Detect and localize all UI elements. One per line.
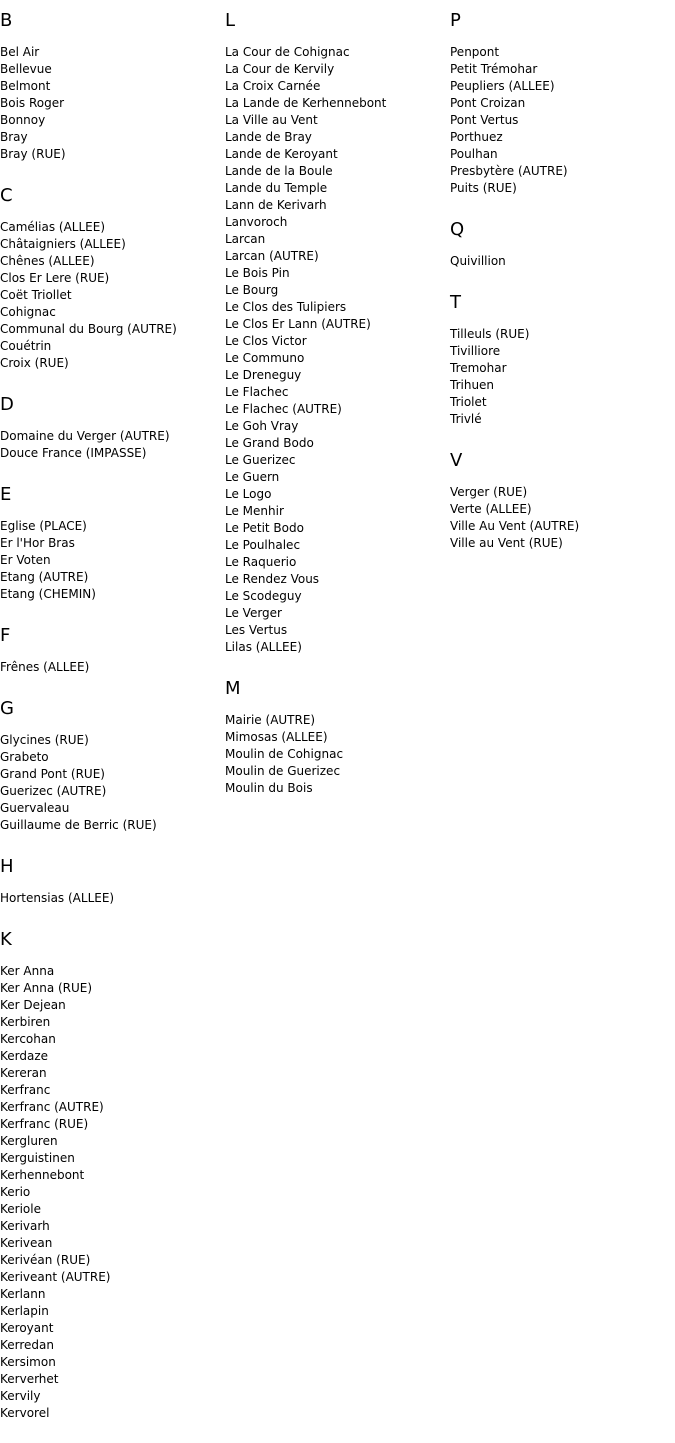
street-list bbox=[450, 326, 670, 428]
street-link[interactable]: Kerguistinen bbox=[0, 1151, 75, 1165]
street-link[interactable]: Communal du Bourg (AUTRE) bbox=[0, 322, 177, 336]
letter-heading: L bbox=[225, 10, 236, 31]
street-link[interactable]: Lilas (ALLEE) bbox=[225, 640, 302, 654]
street-link[interactable]: Lande de Keroyant bbox=[225, 147, 338, 161]
letter-heading: K bbox=[0, 929, 12, 950]
street-link[interactable]: Kerfranc bbox=[0, 1083, 51, 1097]
letter-group-m bbox=[225, 677, 445, 797]
street-link[interactable]: Kervorel bbox=[0, 1406, 50, 1420]
street-link[interactable]: Trihuen bbox=[450, 378, 495, 392]
letter-group-q bbox=[450, 218, 670, 270]
street-link[interactable]: Tilleuls (RUE) bbox=[450, 327, 530, 341]
street-link[interactable]: Eglise (PLACE) bbox=[0, 519, 87, 533]
street-link[interactable]: Mairie (AUTRE) bbox=[225, 713, 316, 727]
letter-group-b bbox=[0, 9, 220, 163]
street-list bbox=[0, 890, 220, 907]
street-link[interactable]: Tivilliore bbox=[450, 344, 501, 358]
street-link[interactable]: Douce France (IMPASSE) bbox=[0, 446, 147, 460]
letter-group-v bbox=[450, 449, 670, 552]
letter-group-l bbox=[225, 9, 445, 656]
street-link[interactable]: Bray (RUE) bbox=[0, 147, 66, 161]
street-link[interactable]: Le Communo bbox=[225, 351, 305, 365]
street-column bbox=[450, 9, 670, 573]
street-list bbox=[0, 518, 220, 603]
street-link[interactable]: Etang (AUTRE) bbox=[0, 570, 89, 584]
street-link[interactable]: Le Grand Bodo bbox=[225, 436, 314, 450]
street-link[interactable]: Le Raquerio bbox=[225, 555, 297, 569]
street-link[interactable]: Le Bois Pin bbox=[225, 266, 290, 280]
street-link[interactable]: Bonnoy bbox=[0, 113, 46, 127]
street-link[interactable]: Le Flachec bbox=[225, 385, 289, 399]
street-list bbox=[450, 253, 670, 270]
street-link[interactable]: Le Logo bbox=[225, 487, 272, 501]
street-link[interactable]: Verte (ALLEE) bbox=[450, 502, 532, 516]
street-link[interactable]: Les Vertus bbox=[225, 623, 288, 637]
street-link[interactable]: La Cour de Cohignac bbox=[225, 45, 350, 59]
street-link[interactable]: Clos Er Lere (RUE) bbox=[0, 271, 110, 285]
street-link[interactable]: Le Flachec (AUTRE) bbox=[225, 402, 342, 416]
street-link[interactable]: Trivlé bbox=[450, 412, 482, 426]
street-link[interactable]: Bois Roger bbox=[0, 96, 65, 110]
street-link[interactable]: Ker Dejean bbox=[0, 998, 66, 1012]
street-list bbox=[450, 484, 670, 552]
street-link[interactable]: Bray bbox=[0, 130, 28, 144]
street-link[interactable]: La Lande de Kerhennebont bbox=[225, 96, 387, 110]
street-link[interactable]: Lann de Kerivarh bbox=[225, 198, 327, 212]
street-link[interactable]: Glycines (RUE) bbox=[0, 733, 89, 747]
street-link[interactable]: Le Guerizec bbox=[225, 453, 296, 467]
letter-group-g bbox=[0, 697, 220, 834]
street-link[interactable]: Moulin du Bois bbox=[225, 781, 313, 795]
street-link[interactable]: Croix (RUE) bbox=[0, 356, 69, 370]
street-link[interactable]: Puits (RUE) bbox=[450, 181, 517, 195]
street-link[interactable]: Le Clos Victor bbox=[225, 334, 307, 348]
letter-heading: E bbox=[0, 484, 12, 505]
letter-group-p bbox=[450, 9, 670, 197]
street-link[interactable]: Frênes (ALLEE) bbox=[0, 660, 90, 674]
letter-heading: V bbox=[450, 450, 463, 471]
street-list bbox=[0, 219, 220, 372]
street-link[interactable]: Le Rendez Vous bbox=[225, 572, 320, 586]
letter-heading: H bbox=[0, 856, 14, 877]
street-link[interactable]: Le Bourg bbox=[225, 283, 279, 297]
street-link[interactable]: Hortensias (ALLEE) bbox=[0, 891, 115, 905]
street-link[interactable]: Kereran bbox=[0, 1066, 47, 1080]
street-link[interactable]: Kergluren bbox=[0, 1134, 58, 1148]
street-link[interactable]: Le Poulhalec bbox=[225, 538, 301, 552]
street-link[interactable]: Guillaume de Berric (RUE) bbox=[0, 818, 157, 832]
street-list bbox=[450, 44, 670, 197]
street-link[interactable]: Kerhennebont bbox=[0, 1168, 85, 1182]
street-link[interactable]: Keriole bbox=[0, 1202, 41, 1216]
street-link[interactable]: Petit Trémohar bbox=[450, 62, 538, 76]
street-link[interactable]: Le Menhir bbox=[225, 504, 284, 518]
street-link[interactable]: Le Scodeguy bbox=[225, 589, 302, 603]
street-link[interactable]: Coët Triollet bbox=[0, 288, 72, 302]
street-link[interactable]: Lande de la Boule bbox=[225, 164, 333, 178]
street-list bbox=[0, 44, 220, 163]
street-link[interactable]: Etang (CHEMIN) bbox=[0, 587, 96, 601]
street-list bbox=[0, 732, 220, 834]
letter-heading: Q bbox=[450, 219, 465, 240]
letter-heading: F bbox=[0, 625, 11, 646]
street-link[interactable]: Kerivean bbox=[0, 1236, 53, 1250]
street-link[interactable]: Pont Croizan bbox=[450, 96, 526, 110]
street-link[interactable]: Moulin de Guerizec bbox=[225, 764, 341, 778]
street-link[interactable]: Kerbiren bbox=[0, 1015, 51, 1029]
street-link[interactable]: Kerdaze bbox=[0, 1049, 49, 1063]
street-link[interactable]: Camélias (ALLEE) bbox=[0, 220, 105, 234]
street-link[interactable]: Le Dreneguy bbox=[225, 368, 302, 382]
street-link[interactable]: Kerlann bbox=[0, 1287, 46, 1301]
street-link[interactable]: Guervaleau bbox=[0, 801, 70, 815]
street-link[interactable]: Mimosas (ALLEE) bbox=[225, 730, 328, 744]
letter-heading: G bbox=[0, 698, 14, 719]
letter-heading: D bbox=[0, 394, 14, 415]
street-link[interactable]: Belmont bbox=[0, 79, 51, 93]
street-list bbox=[0, 963, 220, 1422]
street-link[interactable]: Ker Anna (RUE) bbox=[0, 981, 93, 995]
street-list bbox=[225, 712, 445, 797]
street-link[interactable]: Keroyant bbox=[0, 1321, 54, 1335]
street-link[interactable]: Bel Air bbox=[0, 45, 40, 59]
street-link[interactable]: Keriveant (AUTRE) bbox=[0, 1270, 111, 1284]
street-link[interactable]: Presbytère (AUTRE) bbox=[450, 164, 568, 178]
street-link[interactable]: Ville au Vent (RUE) bbox=[450, 536, 563, 550]
street-link[interactable]: Le Goh Vray bbox=[225, 419, 299, 433]
street-link[interactable]: Le Clos Er Lann (AUTRE) bbox=[225, 317, 371, 331]
letter-group-h bbox=[0, 855, 220, 907]
street-link[interactable]: Le Verger bbox=[225, 606, 282, 620]
street-column bbox=[225, 9, 445, 818]
letter-group-t bbox=[450, 291, 670, 428]
street-link[interactable]: Kerfranc (AUTRE) bbox=[0, 1100, 104, 1114]
street-link[interactable]: Châtaigniers (ALLEE) bbox=[0, 237, 126, 251]
street-link[interactable]: Grabeto bbox=[0, 750, 49, 764]
street-list bbox=[0, 659, 220, 676]
street-link[interactable]: Kerredan bbox=[0, 1338, 55, 1352]
street-link[interactable]: Quivillion bbox=[450, 254, 506, 268]
street-link[interactable]: Chênes (ALLEE) bbox=[0, 254, 95, 268]
street-link[interactable]: Kerivarh bbox=[0, 1219, 50, 1233]
street-link[interactable]: Grand Pont (RUE) bbox=[0, 767, 105, 781]
street-link[interactable]: La Ville au Vent bbox=[225, 113, 318, 127]
street-link[interactable]: Kercohan bbox=[0, 1032, 56, 1046]
letter-group-e bbox=[0, 483, 220, 603]
letter-group-d bbox=[0, 393, 220, 462]
letter-group-k bbox=[0, 928, 220, 1422]
street-link[interactable]: Kervily bbox=[0, 1389, 41, 1403]
street-list bbox=[0, 428, 220, 462]
street-link[interactable]: Cohignac bbox=[0, 305, 56, 319]
letter-heading: B bbox=[0, 10, 13, 31]
street-link[interactable]: Er l'Hor Bras bbox=[0, 536, 75, 550]
street-link[interactable]: Couétrin bbox=[0, 339, 52, 353]
letter-heading: P bbox=[450, 10, 461, 31]
street-link[interactable]: Moulin de Cohignac bbox=[225, 747, 344, 761]
street-link[interactable]: Le Petit Bodo bbox=[225, 521, 304, 535]
street-link[interactable]: Er Voten bbox=[0, 553, 51, 567]
street-link[interactable]: Larcan (AUTRE) bbox=[225, 249, 319, 263]
street-list bbox=[225, 44, 445, 656]
street-link[interactable]: Penpont bbox=[450, 45, 500, 59]
street-link[interactable]: Kerfranc (RUE) bbox=[0, 1117, 89, 1131]
street-link[interactable]: Ville Au Vent (AUTRE) bbox=[450, 519, 580, 533]
street-link[interactable]: Larcan bbox=[225, 232, 266, 246]
street-link[interactable]: Verger (RUE) bbox=[450, 485, 528, 499]
street-link[interactable]: Triolet bbox=[450, 395, 487, 409]
street-link[interactable]: Lande de Bray bbox=[225, 130, 312, 144]
letter-heading: M bbox=[225, 678, 241, 699]
letter-group-f bbox=[0, 624, 220, 676]
letter-heading: C bbox=[0, 185, 13, 206]
street-link[interactable]: Kersimon bbox=[0, 1355, 56, 1369]
street-link[interactable]: Poulhan bbox=[450, 147, 498, 161]
street-link[interactable]: Kerlapin bbox=[0, 1304, 49, 1318]
street-link[interactable]: Guerizec (AUTRE) bbox=[0, 784, 107, 798]
street-link[interactable]: Kerio bbox=[0, 1185, 31, 1199]
street-link[interactable]: Lanvoroch bbox=[225, 215, 288, 229]
street-link[interactable]: Kerivéan (RUE) bbox=[0, 1253, 91, 1267]
street-link[interactable]: La Croix Carnée bbox=[225, 79, 321, 93]
street-link[interactable]: Lande du Temple bbox=[225, 181, 328, 195]
street-link[interactable]: Porthuez bbox=[450, 130, 503, 144]
street-link[interactable]: Pont Vertus bbox=[450, 113, 519, 127]
street-link[interactable]: Domaine du Verger (AUTRE) bbox=[0, 429, 170, 443]
street-link[interactable]: Peupliers (ALLEE) bbox=[450, 79, 555, 93]
street-link[interactable]: Le Guern bbox=[225, 470, 280, 484]
street-link[interactable]: Kerverhet bbox=[0, 1372, 59, 1386]
street-link[interactable]: Bellevue bbox=[0, 62, 52, 76]
street-link[interactable]: Ker Anna bbox=[0, 964, 55, 978]
letter-heading: T bbox=[450, 292, 461, 313]
letter-group-c bbox=[0, 184, 220, 372]
street-link[interactable]: Le Clos des Tulipiers bbox=[225, 300, 347, 314]
street-link[interactable]: La Cour de Kervily bbox=[225, 62, 335, 76]
street-column bbox=[0, 9, 220, 1443]
street-link[interactable]: Tremohar bbox=[450, 361, 507, 375]
